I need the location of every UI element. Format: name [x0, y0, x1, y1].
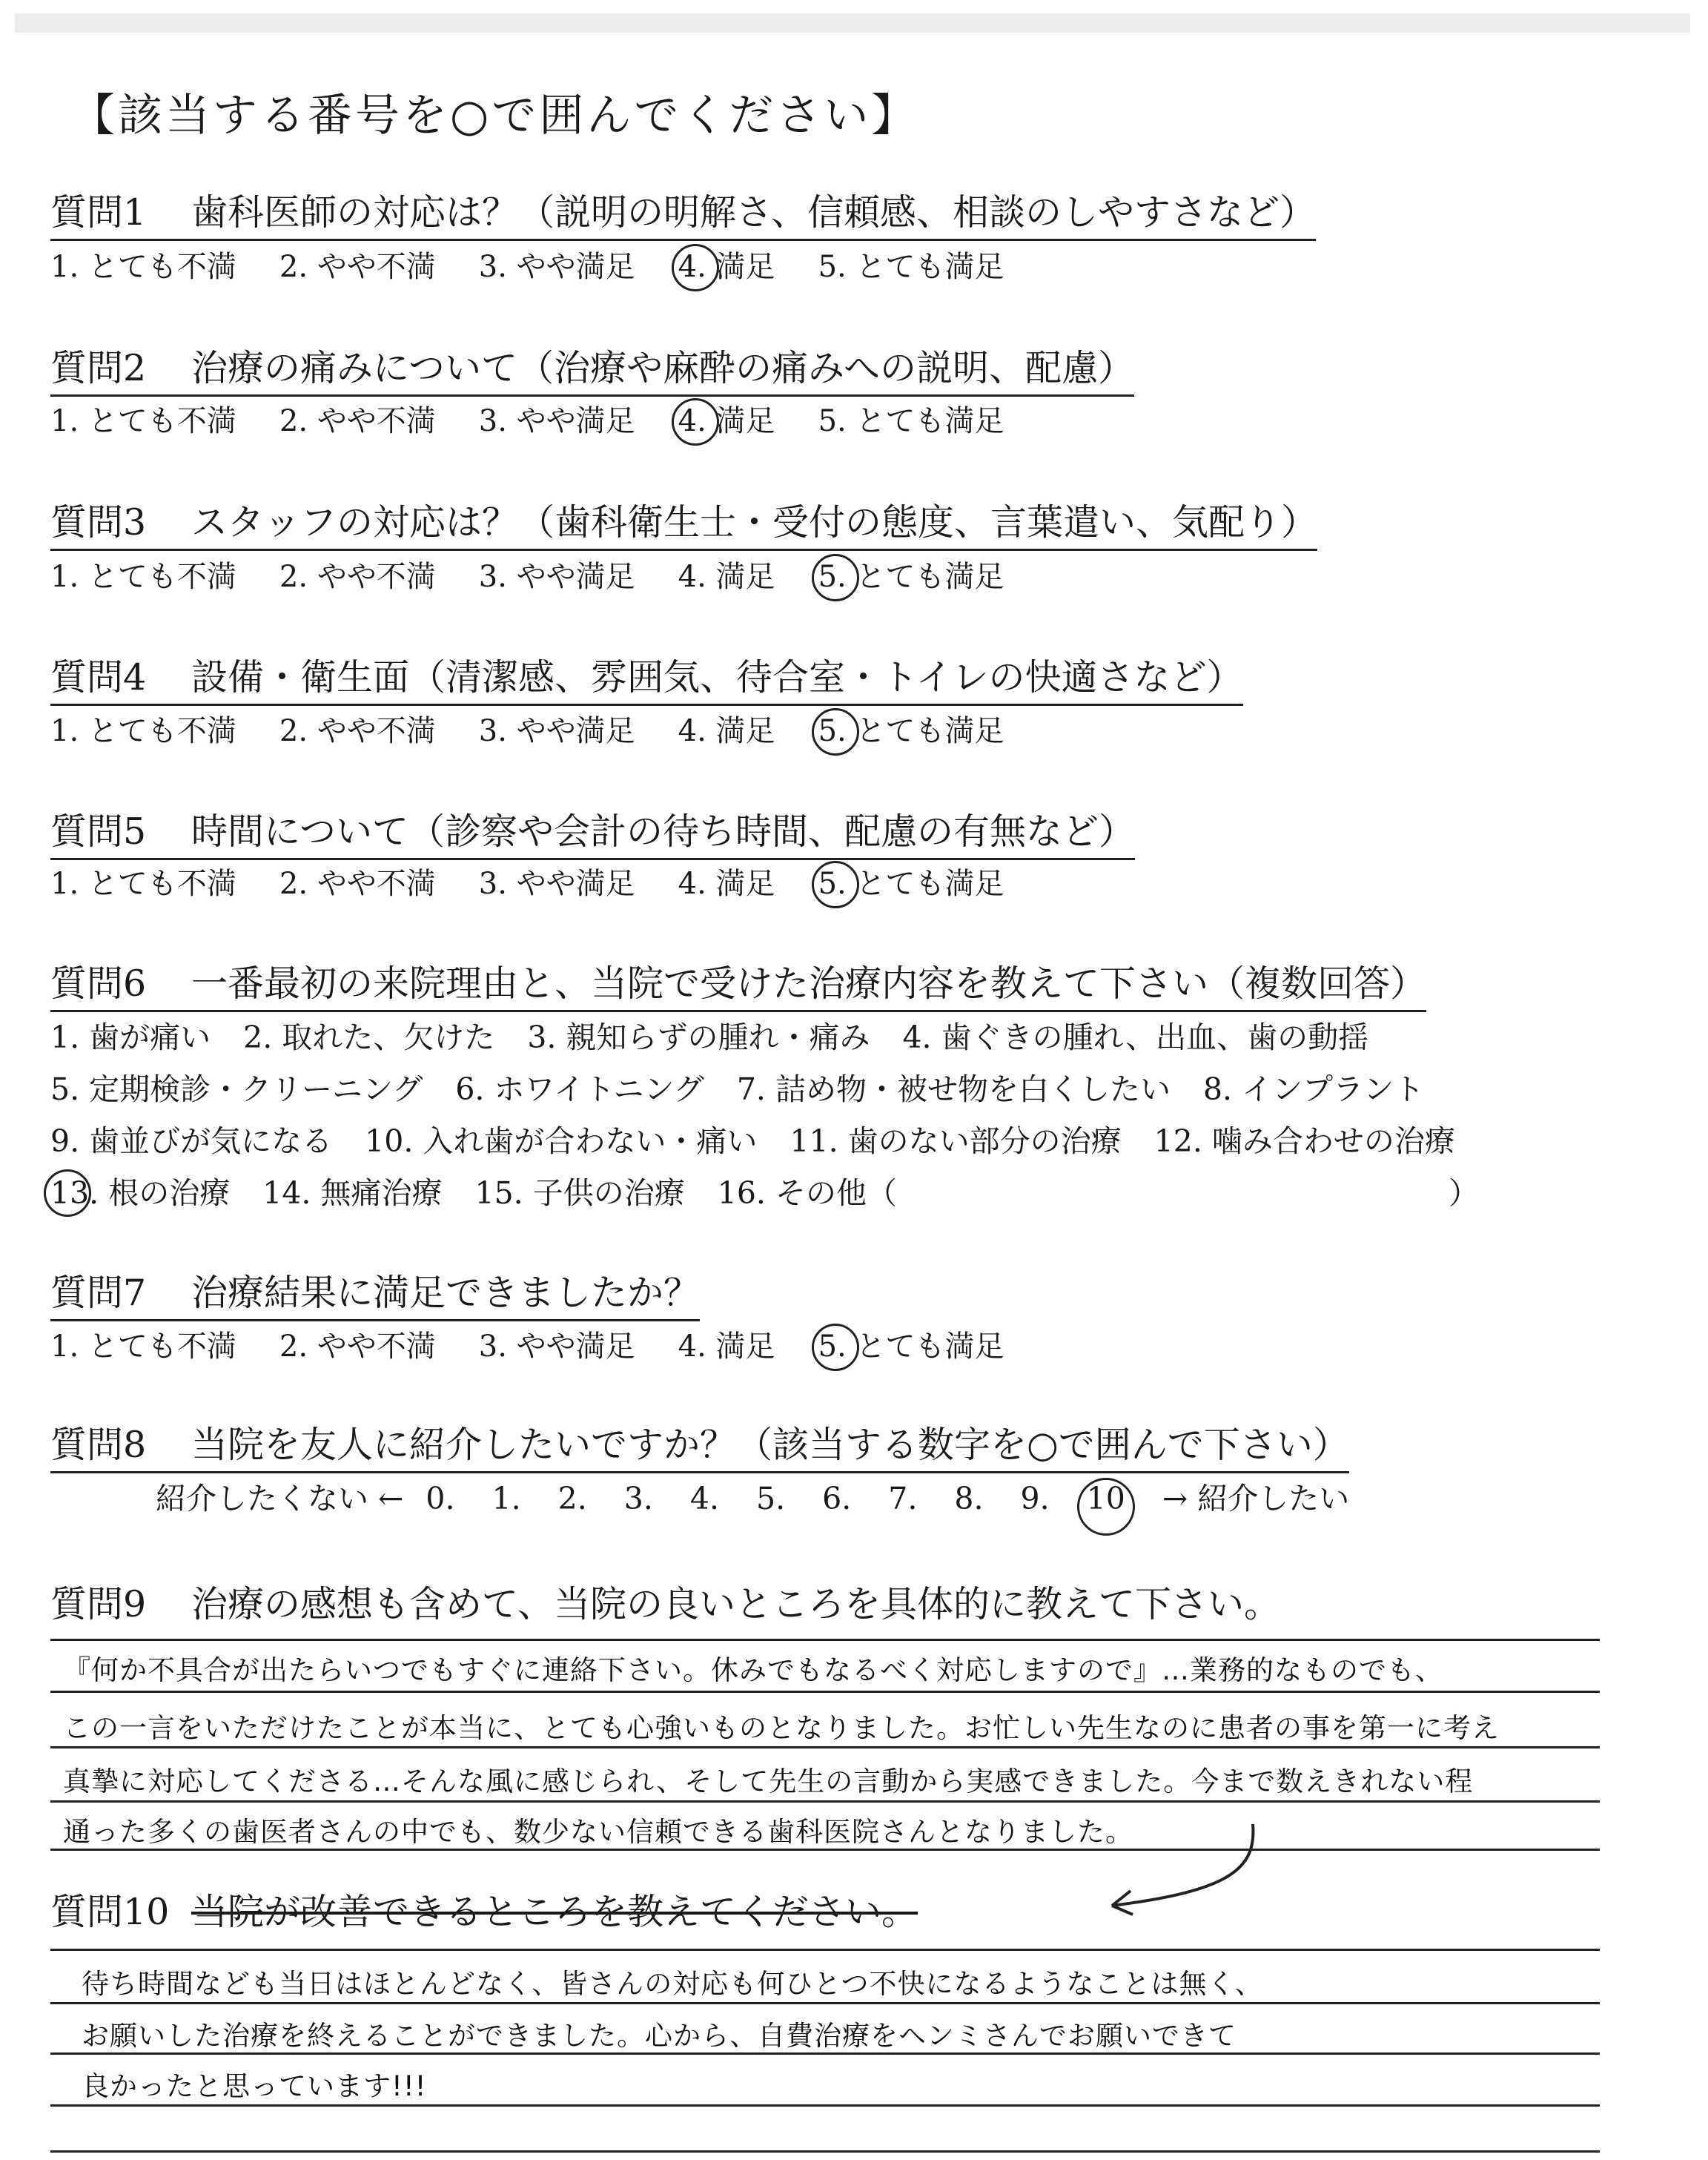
answer-line: [50, 2150, 1600, 2153]
scale-3[interactable]: 3.: [623, 1481, 653, 1516]
question-number: 質問9: [50, 1583, 147, 1625]
q9-answer-line-4: 通った多くの歯医者さんの中でも、数少ない信頼できる歯科医院さんとなりました。: [63, 1816, 1133, 1848]
q10-answer-line-2: お願いした治療を終えることができました。心から、自費治療をヘンミさんでお願いできて: [82, 2020, 1237, 2052]
question-number: 質問8: [50, 1424, 147, 1466]
question-number: 質問5: [50, 810, 147, 853]
option-1[interactable]: 1. とても不満: [50, 867, 236, 901]
option-3[interactable]: 3. やや満足: [478, 560, 635, 594]
option-15[interactable]: 15. 子供の治療: [474, 1175, 685, 1211]
scale-2[interactable]: 2.: [557, 1481, 587, 1516]
question-4-options: [50, 707, 1047, 750]
question-text: 治療の痛みについて（治療や麻酔の痛みへの説明、配慮）: [191, 347, 1135, 389]
question-number: 質問3: [50, 501, 147, 544]
answer-line: [50, 2002, 1600, 2004]
option-1[interactable]: 1. とても不満: [50, 1330, 236, 1364]
option-3[interactable]: 3. やや満足: [478, 250, 635, 284]
q9-answer-line-1: 『何か不具合が出たらいつでもすぐに連絡下さい。休みでもなるべく対応しますので』…業務的なものでも、: [63, 1654, 1443, 1686]
recommend-scale: [156, 1474, 1371, 1518]
question-text: 治療結果に満足できましたか？: [191, 1272, 701, 1314]
answer-line: [50, 1746, 1600, 1748]
scale-4[interactable]: 4.: [689, 1481, 720, 1516]
question-5-options: [50, 860, 1047, 902]
q9-answer-line-2: この一言をいただけたことが本当に、とても心強いものとなりました。お忙しい先生なのに患者の事を第一に考え: [63, 1712, 1500, 1744]
question-text: 時間について（診察や会計の待ち時間、配慮の有無など）: [191, 810, 1136, 853]
scale-7[interactable]: 7.: [888, 1481, 918, 1516]
question-9-title: [50, 1576, 1280, 1631]
option-2[interactable]: 2. 取れた、欠けた: [243, 1020, 495, 1055]
question-4-title: [50, 649, 1243, 706]
option-4[interactable]: 4. 満足: [678, 714, 775, 748]
option-1[interactable]: 1. とても不満: [50, 560, 236, 594]
question-8-title: [50, 1416, 1349, 1473]
option-13-selected[interactable]: 13. 根の治療: [50, 1169, 230, 1212]
question-number: 質問10: [50, 1891, 170, 1933]
option-4-selected[interactable]: 4. 満足: [678, 397, 775, 440]
question-number: 質問7: [50, 1272, 147, 1314]
option-12[interactable]: 12. 噛み合わせの治療: [1153, 1123, 1455, 1159]
option-11[interactable]: 11. 歯のない部分の治療: [790, 1123, 1122, 1159]
question-number: 質問2: [50, 347, 147, 389]
option-3[interactable]: 3. やや満足: [478, 867, 635, 901]
question-number: 質問1: [50, 191, 147, 234]
question-6-row-4: [50, 1169, 1512, 1212]
question-5-title: [50, 803, 1135, 860]
question-7-options: [50, 1323, 1047, 1365]
option-4[interactable]: 4. 満足: [678, 560, 775, 594]
question-text: 治療の感想も含めて、当院の良いところを具体的に教えて下さい。: [191, 1583, 1281, 1625]
question-6-row-2: [50, 1065, 1457, 1109]
q10-answer-line-3: 良かったと思っています!!!: [82, 2070, 427, 2102]
option-16-close-paren: ）: [1449, 1175, 1479, 1211]
question-1-title: [50, 184, 1316, 241]
answer-line: [50, 1949, 1600, 1951]
option-14[interactable]: 14. 無痛治療: [262, 1175, 443, 1211]
scale-left-label: 紹介したくない ←: [156, 1481, 404, 1516]
question-10-title-struck: [50, 1883, 918, 1935]
scale-5[interactable]: 5.: [756, 1481, 786, 1516]
question-2-options: [50, 397, 1047, 440]
scale-right-label: → 紹介したい: [1162, 1481, 1350, 1516]
answer-line: [50, 1800, 1600, 1803]
scale-1[interactable]: 1.: [491, 1481, 521, 1516]
question-text: スタッフの対応は？（歯科衛生士・受付の態度、言葉遣い、気配り）: [191, 501, 1318, 544]
question-7-title: [50, 1264, 700, 1321]
option-5-selected[interactable]: 5. とても満足: [818, 860, 1004, 902]
option-2[interactable]: 2. やや不満: [279, 560, 436, 594]
scale-8[interactable]: 8.: [954, 1481, 984, 1516]
scale-10-selected[interactable]: 10: [1086, 1481, 1125, 1516]
question-text: 当院が改善できるところを教えてください。: [191, 1891, 918, 1933]
option-3[interactable]: 3. やや満足: [478, 404, 635, 438]
q10-answer-line-1: 待ち時間なども当日はほとんどなく、皆さんの対応も何ひとつ不快になるようなことは無く、: [82, 1968, 1263, 2000]
handwritten-arrow-icon: [1097, 1817, 1275, 1935]
scan-edge: [15, 13, 1690, 33]
option-1[interactable]: 1. とても不満: [50, 714, 236, 748]
option-5[interactable]: 5. とても満足: [818, 250, 1004, 284]
question-text: 歯科医師の対応は？（説明の明解さ、信頼感、相談のしやすさなど）: [191, 191, 1317, 234]
option-2[interactable]: 2. やや不満: [279, 714, 436, 748]
option-1[interactable]: 1. とても不満: [50, 404, 236, 438]
question-number: 質問6: [50, 962, 147, 1005]
option-5-selected[interactable]: 5. とても満足: [818, 707, 1004, 750]
question-3-title: [50, 494, 1317, 551]
option-4[interactable]: 4. 歯ぐきの腫れ、出血、歯の動揺: [902, 1020, 1369, 1055]
option-2[interactable]: 2. やや不満: [279, 1330, 436, 1364]
question-3-options: [50, 553, 1047, 595]
q9-answer-line-3: 真摯に対応してくださる…そんな風に感じられ、そして先生の言動から実感できました。今まで数えきれない程: [63, 1766, 1474, 1797]
question-6-title: [50, 955, 1426, 1012]
question-text: 一番最初の来院理由と、当院で受けた治療内容を教えて下さい（複数回答）: [191, 962, 1427, 1005]
option-3[interactable]: 3. やや満足: [478, 1330, 635, 1364]
question-text: 設備・衛生面（清潔感、雰囲気、待合室・トイレの快適さなど）: [191, 656, 1243, 698]
option-2[interactable]: 2. やや不満: [279, 404, 436, 438]
option-5[interactable]: 5. 定期検診・クリーニング: [50, 1071, 423, 1107]
option-2[interactable]: 2. やや不満: [279, 250, 436, 284]
answer-line: [50, 2104, 1600, 2107]
option-1[interactable]: 1. とても不満: [50, 250, 236, 284]
question-2-title: [50, 340, 1134, 397]
option-5-selected[interactable]: 5. とても満足: [818, 1323, 1004, 1365]
option-5-selected[interactable]: 5. とても満足: [818, 553, 1004, 595]
instruction-header: 【該当する番号を○で囲んでください】: [70, 90, 919, 142]
answer-line: [50, 1849, 1600, 1851]
question-text: 当院を友人に紹介したいですか？（該当する数字を○で囲んで下さい）: [191, 1424, 1349, 1466]
option-8[interactable]: 8. インプラント: [1202, 1071, 1425, 1107]
option-2[interactable]: 2. やや不満: [279, 867, 436, 901]
option-3[interactable]: 3. やや満足: [478, 714, 635, 748]
question-1-options: [50, 243, 1047, 285]
question-number: 質問4: [50, 656, 147, 698]
option-5[interactable]: 5. とても満足: [818, 404, 1004, 438]
answer-line: [50, 1691, 1600, 1693]
answer-line: [50, 1639, 1600, 1641]
scale-6[interactable]: 6.: [822, 1481, 852, 1516]
answer-line: [50, 2052, 1600, 2055]
option-4-selected[interactable]: 4. 満足: [678, 243, 775, 285]
option-4[interactable]: 4. 満足: [678, 1330, 775, 1364]
option-7[interactable]: 7. 詰め物・被せ物を白くしたい: [736, 1071, 1171, 1107]
question-6-row-3: [50, 1117, 1488, 1160]
option-3[interactable]: 3. 親知らずの腫れ・痛み: [527, 1020, 870, 1055]
scale-9[interactable]: 9.: [1020, 1481, 1050, 1516]
option-9[interactable]: 9. 歯並びが気になる: [50, 1123, 333, 1159]
option-10[interactable]: 10. 入れ歯が合わない・痛い: [365, 1123, 758, 1159]
question-6-row-1: [50, 1013, 1401, 1057]
scale-0[interactable]: 0.: [426, 1481, 455, 1516]
option-6[interactable]: 6. ホワイトニング: [455, 1071, 704, 1107]
option-4[interactable]: 4. 満足: [678, 867, 775, 901]
option-1[interactable]: 1. 歯が痛い: [50, 1020, 211, 1055]
option-16[interactable]: 16. その他（: [717, 1175, 897, 1211]
